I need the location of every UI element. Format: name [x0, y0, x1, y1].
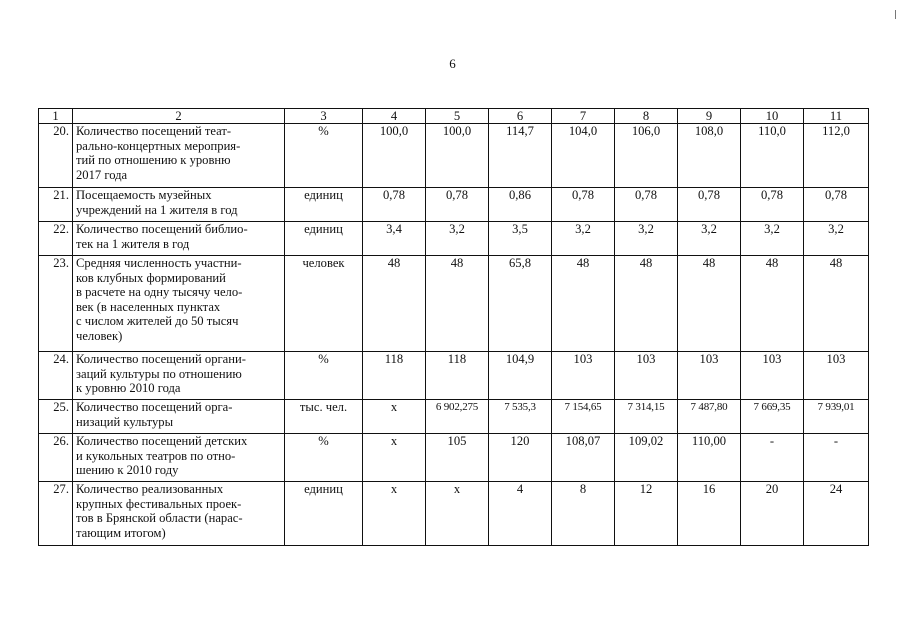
indicator-name: Посещаемость музейных учреждений на 1 жителя в год [73, 188, 285, 222]
value-cell: 106,0 [615, 124, 678, 188]
table-row [39, 400, 869, 434]
value-cell: 114,7 [489, 124, 552, 188]
value-cell: 3,2 [678, 222, 741, 256]
value-cell: 110,00 [678, 434, 741, 482]
value-cell: 100,0 [363, 124, 426, 188]
page-number: 6 [449, 56, 456, 71]
row-number: 26. [39, 434, 73, 482]
table-row [39, 256, 869, 352]
column-header: 10 [741, 109, 804, 124]
value-cell: 7 669,35 [741, 400, 804, 434]
value-cell: 24 [804, 482, 869, 546]
scan-edge-mark [895, 10, 896, 19]
value-cell: 103 [615, 352, 678, 400]
value-cell: 3,2 [426, 222, 489, 256]
value-cell: 48 [615, 256, 678, 352]
value-cell: 103 [741, 352, 804, 400]
row-number: 23. [39, 256, 73, 352]
value-cell: 103 [678, 352, 741, 400]
column-header: 8 [615, 109, 678, 124]
row-number: 25. [39, 400, 73, 434]
column-header: 6 [489, 109, 552, 124]
value-cell: 0,78 [741, 188, 804, 222]
unit-of-measure: тыс. чел. [285, 400, 363, 434]
row-number: 22. [39, 222, 73, 256]
indicator-name: Количество посещений орга- низаций культуры [73, 400, 285, 434]
indicator-name: Средняя численность участни- ков клубных формирований в расчете на одну тысячу чело- век (в населенных пунктах с числом жителей до 50 тысяч человек) [73, 256, 285, 352]
value-cell: 4 [489, 482, 552, 546]
unit-of-measure: человек [285, 256, 363, 352]
value-cell: 0,78 [804, 188, 869, 222]
value-cell: 118 [363, 352, 426, 400]
value-cell: 3,2 [804, 222, 869, 256]
table-row [39, 188, 869, 222]
value-cell: - [804, 434, 869, 482]
row-number: 27. [39, 482, 73, 546]
value-cell: 48 [552, 256, 615, 352]
value-cell: 110,0 [741, 124, 804, 188]
value-cell: 0,78 [678, 188, 741, 222]
value-cell: х [363, 400, 426, 434]
value-cell: 7 314,15 [615, 400, 678, 434]
value-cell: 7 535,3 [489, 400, 552, 434]
row-number: 24. [39, 352, 73, 400]
column-header: 3 [285, 109, 363, 124]
value-cell: 3,4 [363, 222, 426, 256]
value-cell: - [741, 434, 804, 482]
value-cell: 109,02 [615, 434, 678, 482]
column-header: 7 [552, 109, 615, 124]
value-cell: 20 [741, 482, 804, 546]
column-header: 9 [678, 109, 741, 124]
column-header: 1 [39, 109, 73, 124]
value-cell: 6 902,275 [426, 400, 489, 434]
value-cell: 3,5 [489, 222, 552, 256]
unit-of-measure: % [285, 352, 363, 400]
value-cell: 3,2 [552, 222, 615, 256]
indicators-table [38, 108, 869, 546]
table-row [39, 222, 869, 256]
column-header: 11 [804, 109, 869, 124]
table-row [39, 482, 869, 546]
indicator-name: Количество посещений органи- заций культуры по отношению к уровню 2010 года [73, 352, 285, 400]
value-cell: х [426, 482, 489, 546]
column-header: 2 [73, 109, 285, 124]
value-cell: х [363, 434, 426, 482]
value-cell: 48 [678, 256, 741, 352]
value-cell: 0,78 [615, 188, 678, 222]
value-cell: 48 [426, 256, 489, 352]
value-cell: х [363, 482, 426, 546]
indicator-name: Количество посещений детских и кукольных театров по отно- шению к 2010 году [73, 434, 285, 482]
value-cell: 108,0 [678, 124, 741, 188]
value-cell: 104,0 [552, 124, 615, 188]
value-cell: 100,0 [426, 124, 489, 188]
indicator-name: Количество посещений теат- рально-концертных мероприя- тий по отношению к уровню 2017 года [73, 124, 285, 188]
value-cell: 3,2 [615, 222, 678, 256]
value-cell: 12 [615, 482, 678, 546]
column-header: 5 [426, 109, 489, 124]
value-cell: 7 154,65 [552, 400, 615, 434]
row-number: 20. [39, 124, 73, 188]
unit-of-measure: % [285, 434, 363, 482]
indicator-name: Количество реализованных крупных фестивальных проек- тов в Брянской области (нарас- тающим итогом) [73, 482, 285, 546]
value-cell: 16 [678, 482, 741, 546]
unit-of-measure: % [285, 124, 363, 188]
value-cell: 112,0 [804, 124, 869, 188]
indicator-name: Количество посещений библио- тек на 1 жителя в год [73, 222, 285, 256]
value-cell: 103 [552, 352, 615, 400]
table-row [39, 352, 869, 400]
table-row [39, 434, 869, 482]
value-cell: 65,8 [489, 256, 552, 352]
value-cell: 7 487,80 [678, 400, 741, 434]
value-cell: 120 [489, 434, 552, 482]
value-cell: 118 [426, 352, 489, 400]
value-cell: 0,78 [426, 188, 489, 222]
value-cell: 48 [804, 256, 869, 352]
value-cell: 0,78 [363, 188, 426, 222]
value-cell: 7 939,01 [804, 400, 869, 434]
value-cell: 3,2 [741, 222, 804, 256]
table-row [39, 124, 869, 188]
value-cell: 104,9 [489, 352, 552, 400]
value-cell: 48 [741, 256, 804, 352]
unit-of-measure: единиц [285, 188, 363, 222]
value-cell: 48 [363, 256, 426, 352]
row-number: 21. [39, 188, 73, 222]
column-header: 4 [363, 109, 426, 124]
value-cell: 103 [804, 352, 869, 400]
unit-of-measure: единиц [285, 222, 363, 256]
table-header-row [39, 109, 869, 124]
value-cell: 0,86 [489, 188, 552, 222]
value-cell: 108,07 [552, 434, 615, 482]
value-cell: 0,78 [552, 188, 615, 222]
value-cell: 8 [552, 482, 615, 546]
value-cell: 105 [426, 434, 489, 482]
unit-of-measure: единиц [285, 482, 363, 546]
